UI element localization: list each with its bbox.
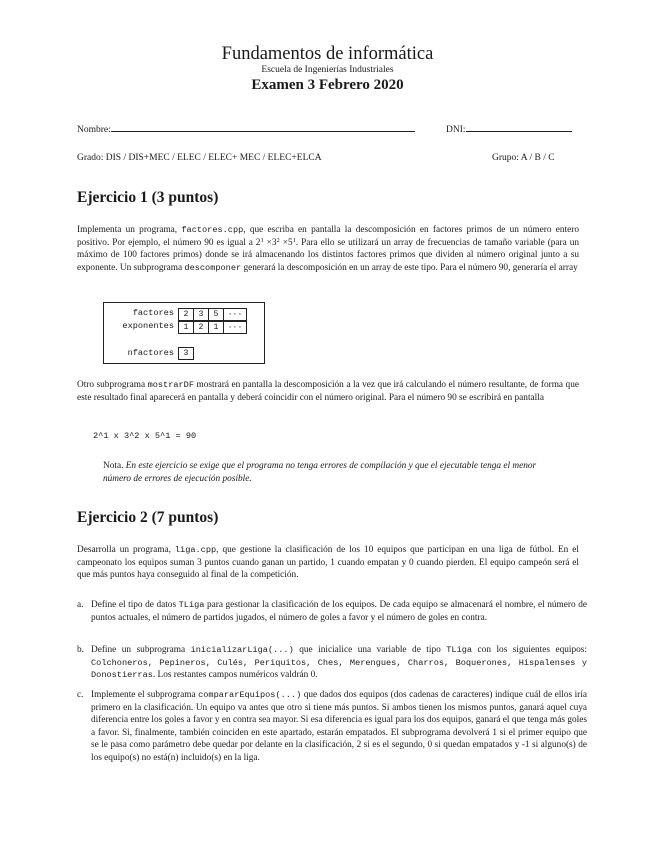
- item-marker: a.: [77, 600, 84, 610]
- ej2-heading: Ejercicio 2 (7 puntos): [77, 509, 219, 526]
- dni-blank[interactable]: [466, 123, 572, 132]
- note-text: En este ejercicio se exige que el programa no tenga errores de compilación y que el ejecutable tenga el menor número de errores de ejecución posible.: [103, 461, 537, 484]
- ej2-item-a: a. Define el tipo de datos TLiga para gestionar la clasificación de los equipos. De cada equipo se almacenará el nombre, el número de puntos actuales, el número de partidos jugados, el número de goles a favor y el número de goles en contra.: [77, 600, 587, 623]
- factores-cell: 3: [193, 308, 209, 321]
- ej1-paragraph-1: Implementa un programa, factores.cpp, que escriba en pantalla la descomposición en factores primos de un número entero positivo. Por ejemplo, el número 90 es igual a $2^1 \times 3^2 \times 5^1$. Para ello se utilizará un array de frecuencias de tamaño variable (para un máximo de 100 factores primos) donde se irá almacenando los distintos factores primos que dividen al número original junto a su exponente. Un subprograma descomponer generará la descomposición en un array de este tipo. Para el número 90, generaría el array: [77, 225, 580, 273]
- ej2-item-c: c. Implemente el subprograma compararEquipos(...) que dados dos equipos (dos cadenas de caracteres) indique cuál de ellos iría primero en la clasificación. Un equipo va antes que otro si tiene más puntos. Si ambos tienen los mismos puntos, ganará aquel cuya diferencia entre los goles a favor y en contra sea mayor. Si esa diferencia es igual para los dos equipos, ganará el que tenga más goles a favor. Si, finalmente, también coinciden en este apartado, estarán empatados. El subprograma devolverá 1 si el primer equipo que se le pasa como parámetro debe quedar por delante en la clasificación, 2 si es el segundo, 0 si quedan empatados y -1 si alguno(s) de los equipo(s) no está(n) incluido(s) en la liga.: [77, 690, 587, 763]
- item-marker: b.: [77, 645, 84, 655]
- grado-line: Grado: DIS / DIS+MEC / ELEC / ELEC+ MEC / ELEC+ELCA: [77, 153, 322, 163]
- item-marker: c.: [77, 690, 84, 700]
- exponentes-label: exponentes: [122, 321, 174, 331]
- exponentes-cell: ···: [223, 321, 247, 334]
- nfactores-box: [178, 347, 193, 360]
- exam-title: Examen 3 Febrero 2020: [251, 77, 404, 93]
- ej1-paragraph-2: Otro subprograma mostrarDF mostrará en pantalla la descomposición a la vez que irá calculando el número resultante, de forma que este resultado final aparecerá en pantalla y deberá coincidir con el número original. Para el número 90 se escribirá en pantalla: [77, 380, 579, 403]
- sample-output: 2^1 x 3^2 x 5^1 = 90: [93, 431, 197, 441]
- grupo-line: Grupo: A / B / C: [492, 153, 555, 163]
- exponentes-cell: 2: [193, 321, 209, 334]
- team-list: Colchoneros, Pepineros, Culés, Periquitos, Ches, Merengues, Charros, Boquerones, Hispalenses y Donostierras: [91, 657, 587, 681]
- dni-label: DNI:: [446, 125, 466, 135]
- factores-cell: ···: [223, 308, 247, 321]
- factores-array: [178, 308, 246, 321]
- ej2-item-b: b. Define un subprograma inicializarLiga(...) que inicialice una variable de tipo TLiga con los siguientes equipos: Colchoneros, Pepineros, Culés, Periquitos, Ches, Merengues, Charros, Boquerones, Hispalenses y Donostierras. Los restantes campos numéricos valdrán 0.: [77, 645, 587, 681]
- ej1-heading: Ejercicio 1 (3 puntos): [77, 189, 219, 206]
- dni-field[interactable]: [446, 123, 572, 135]
- school-name: Escuela de Ingenierías Industriales: [261, 65, 394, 75]
- exponentes-cell: 1: [208, 321, 224, 334]
- ej1-note: [103, 460, 563, 485]
- factores-cell: 5: [208, 308, 224, 321]
- note-label: Nota.: [103, 461, 124, 471]
- nombre-blank[interactable]: [111, 123, 415, 132]
- array-struct-diagram: [103, 302, 265, 364]
- factores-cell: 2: [178, 308, 194, 321]
- exponentes-array: [178, 321, 246, 334]
- course-title: Fundamentos de informática: [221, 44, 434, 64]
- nfactores-cell: 3: [178, 347, 194, 360]
- nfactores-label: nfactores: [127, 348, 174, 358]
- nombre-label: Nombre:: [77, 125, 111, 135]
- exponentes-cell: 1: [178, 321, 194, 334]
- ej2-paragraph-1: Desarrolla un programa, liga.cpp, que gestione la clasificación de los 10 equipos que participan en una liga de fútbol. En el campeonato los equipos suman 3 puntos cuando ganan un partido, 1 cuando empatan y 0 cuando pierden. El equipo campeón será el que más puntos haya conseguido al final de la competición.: [77, 545, 580, 581]
- factores-label: factores: [132, 308, 174, 318]
- nombre-field[interactable]: [77, 123, 415, 135]
